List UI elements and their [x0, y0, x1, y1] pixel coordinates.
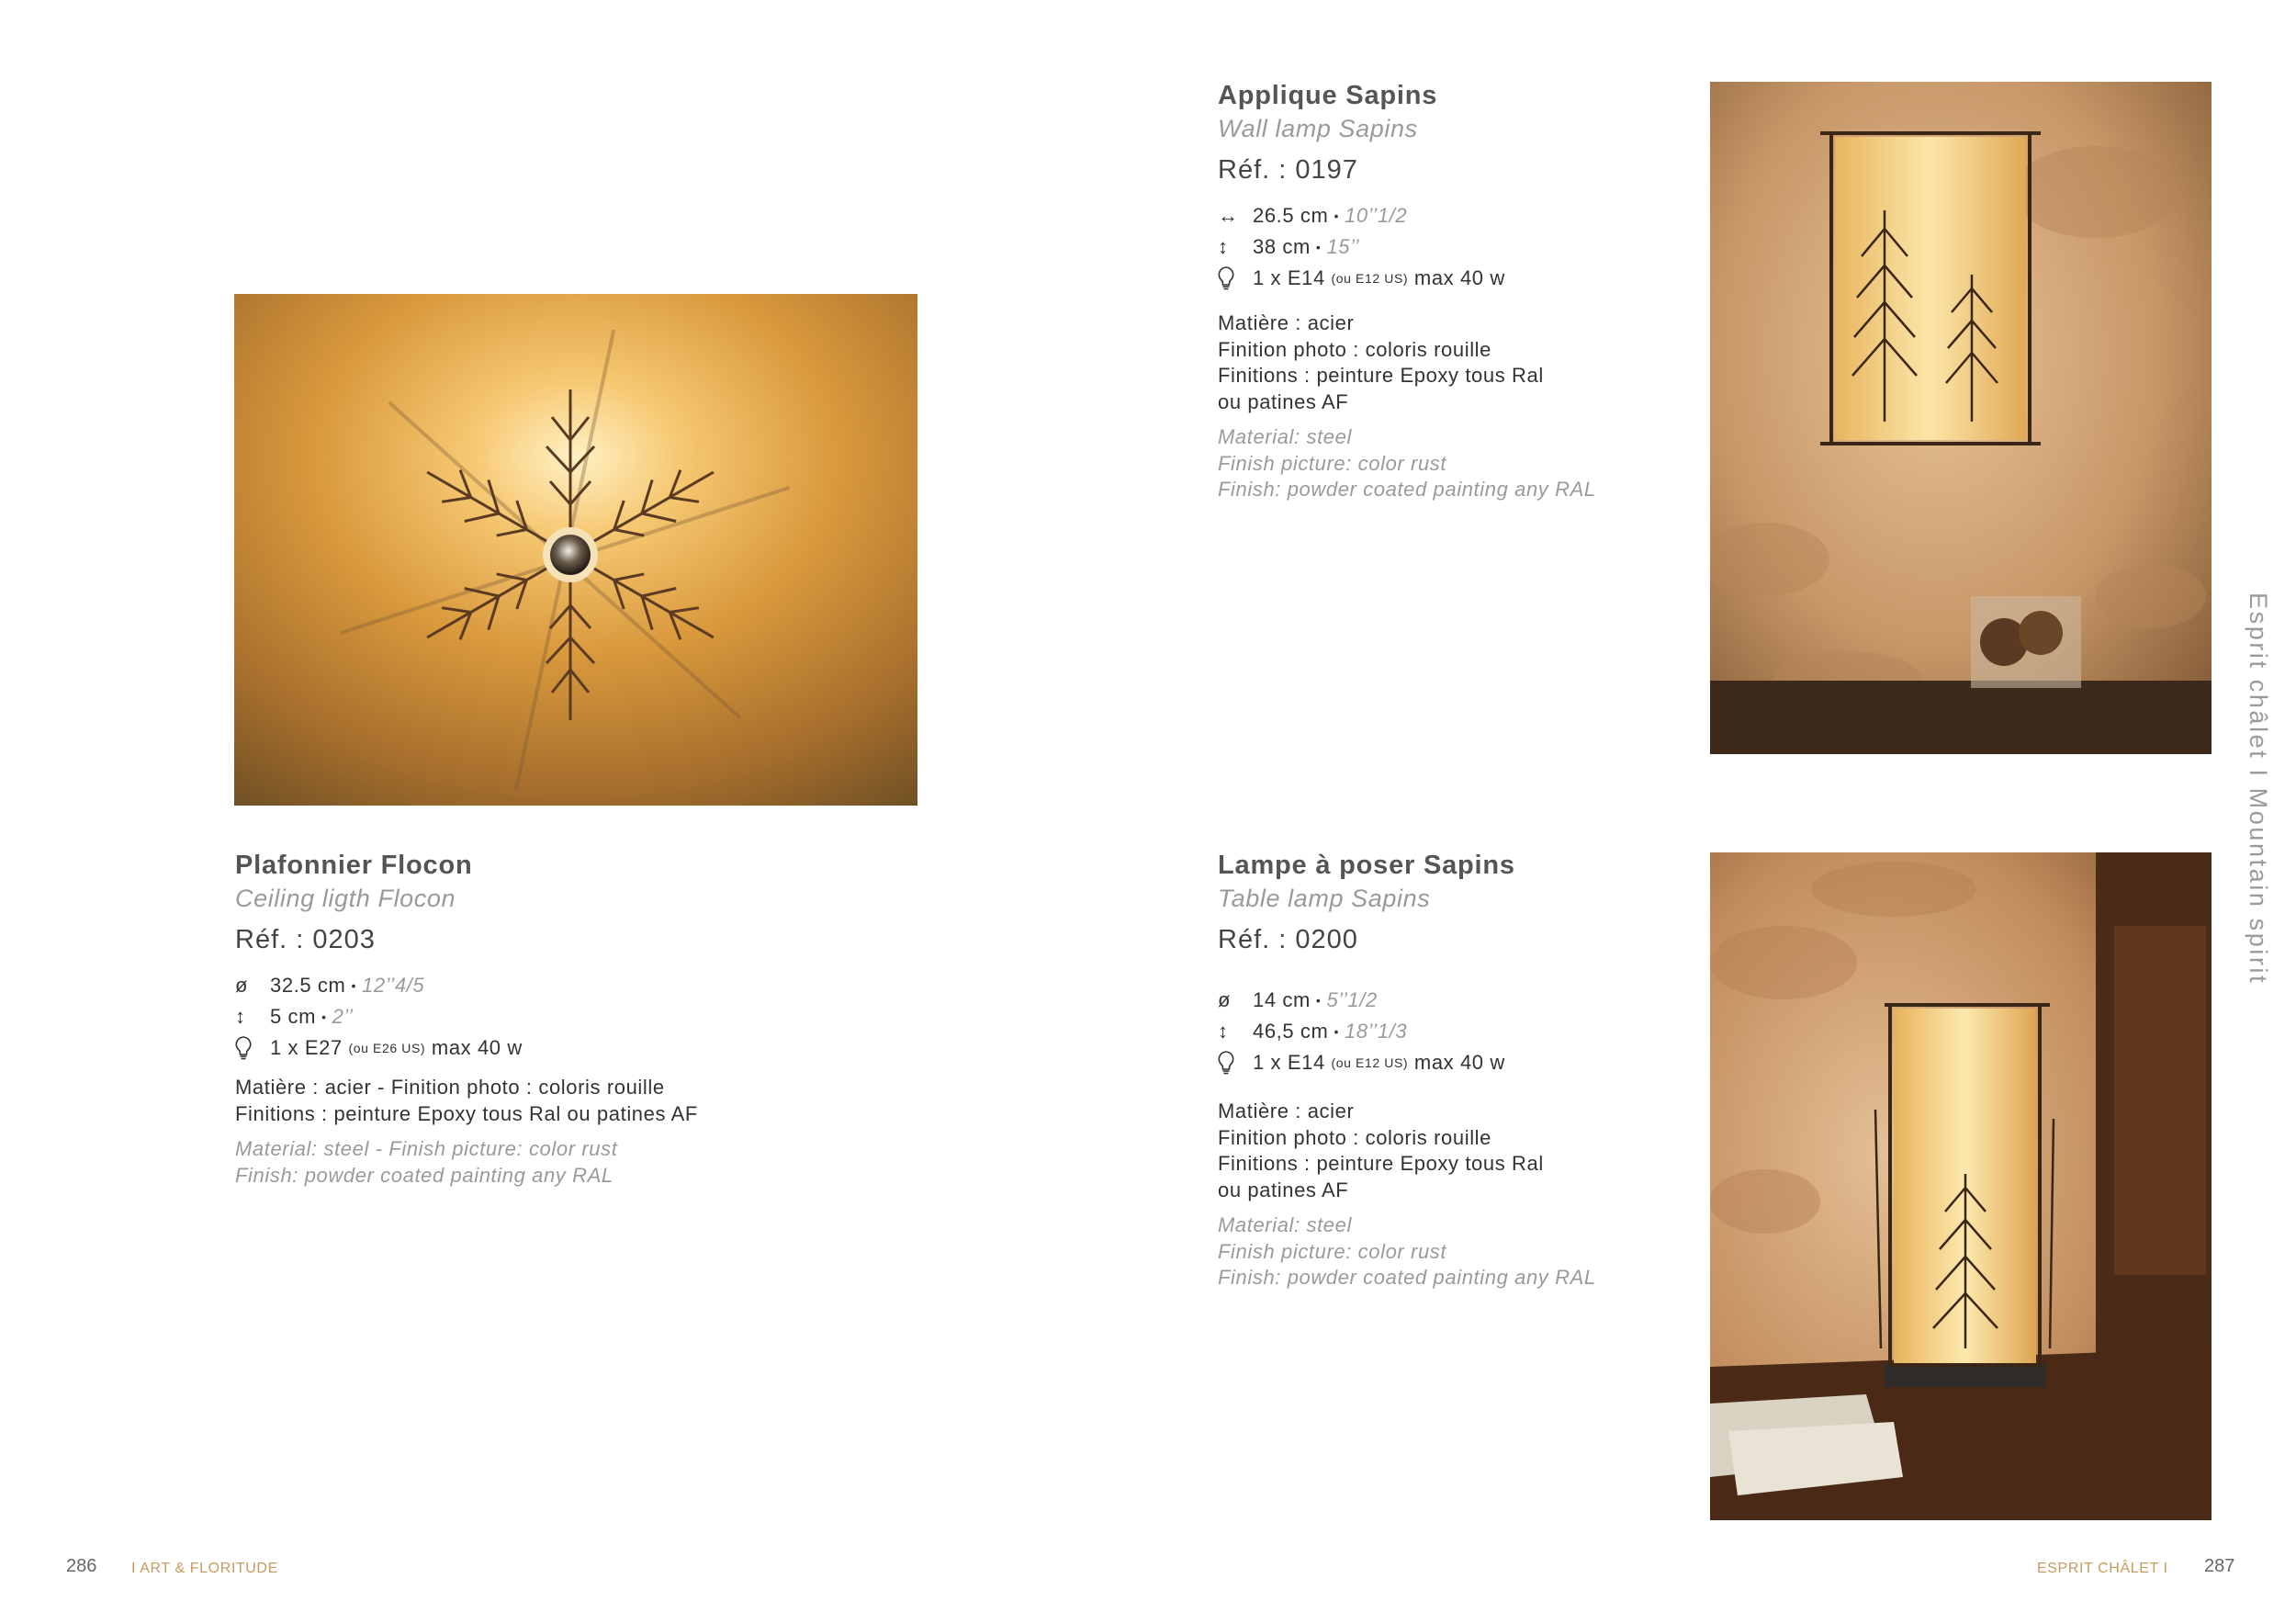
description-en-line: Finish picture: color rust	[1218, 451, 1447, 475]
description-fr	[235, 1075, 749, 1127]
description-en-line: Finish: powder coated painting any RAL	[1218, 478, 1596, 501]
description-fr-line: Finition photo : coloris rouille	[1218, 1125, 1492, 1149]
product-subtitle: Wall lamp Sapins	[1218, 115, 1418, 142]
product-title: Applique Sapins	[1218, 81, 1438, 110]
description-en-line: Finish picture: color rust	[1218, 1239, 1447, 1263]
diameter-icon: ø	[1218, 988, 1232, 1011]
spec-metric: 46,5 cm	[1253, 1020, 1329, 1043]
bulb-icon	[235, 1036, 270, 1060]
description-fr-line: Finition photo : coloris rouille	[1218, 337, 1492, 361]
height-arrow-icon: ↕	[235, 1005, 246, 1028]
spec-bulb	[235, 1032, 749, 1064]
spec-imperial: 15’’	[1326, 235, 1360, 258]
spec-bulb-power: max 40 w	[431, 1036, 523, 1059]
product-lampe-a-poser-sapins	[1218, 849, 1732, 1291]
description-fr-line: ou patines AF	[1218, 389, 1349, 413]
spec-bulb-type: 1 x E27	[270, 1036, 343, 1059]
description-en-line: Finish: powder coated painting any RAL	[235, 1163, 613, 1187]
spec-bulb	[1218, 1047, 1732, 1078]
product-subtitle: Table lamp Sapins	[1218, 885, 1431, 912]
product-plafonnier-flocon	[235, 849, 749, 1189]
spec-height	[1218, 1016, 1732, 1047]
spec-metric: 5 cm	[270, 1005, 317, 1028]
description-en-line: Material: steel - Finish picture: color rust	[235, 1137, 618, 1160]
wall-lamp-photo	[1710, 82, 2212, 754]
spec-bulb-note: (ou E12 US)	[1331, 271, 1409, 286]
bullet-separator: •	[1315, 240, 1322, 254]
spec-imperial: 18’’1/3	[1344, 1020, 1408, 1043]
spec-width	[1218, 200, 1732, 231]
spec-height	[1218, 231, 1732, 263]
description-fr-line: Matière : acier - Finition photo : coloris rouille	[235, 1076, 665, 1099]
product-reference: Réf. : 0200	[1218, 925, 1358, 954]
spec-imperial: 10’’1/2	[1344, 204, 1408, 227]
product-reference: Réf. : 0203	[235, 925, 376, 954]
description-en	[235, 1136, 749, 1189]
description-en-line: Material: steel	[1218, 1213, 1352, 1236]
table-lamp-photo	[1710, 852, 2212, 1520]
diameter-icon: ø	[235, 974, 249, 997]
product-applique-sapins	[1218, 79, 1732, 503]
spec-list	[1218, 200, 1732, 294]
spec-metric: 32.5 cm	[270, 974, 346, 997]
spec-list	[1218, 985, 1732, 1078]
spec-height	[235, 1001, 749, 1032]
running-footer-right: ESPRIT CHÂLET I	[2037, 1561, 2168, 1576]
spec-imperial: 2’’	[332, 1005, 354, 1028]
bullet-separator: •	[1334, 209, 1339, 223]
page-number-right: 287	[2204, 1556, 2235, 1576]
description-en	[1218, 1212, 1732, 1291]
description-en-line: Finish: powder coated painting any RAL	[1218, 1266, 1596, 1289]
spec-bulb-type: 1 x E14	[1253, 1051, 1325, 1074]
height-arrow-icon: ↕	[1218, 235, 1229, 258]
spec-metric: 26.5 cm	[1253, 204, 1329, 227]
description-fr-line: Finitions : peinture Epoxy tous Ral	[1218, 364, 1544, 387]
product-reference: Réf. : 0197	[1218, 155, 1358, 185]
bullet-separator: •	[321, 1009, 327, 1024]
spec-bulb-note: (ou E26 US)	[348, 1041, 426, 1055]
width-arrow-icon: ↔	[1218, 204, 1239, 227]
bulb-icon	[1218, 1051, 1253, 1075]
description-fr-line: Matière : acier	[1218, 311, 1355, 334]
description-fr-line: Finitions : peinture Epoxy tous Ral	[1218, 1152, 1544, 1175]
bullet-separator: •	[351, 978, 356, 993]
spec-diameter	[235, 970, 749, 1001]
description-en-line: Material: steel	[1218, 425, 1352, 448]
spec-diameter	[1218, 985, 1732, 1016]
bulb-icon	[1218, 266, 1253, 290]
description-fr-line: ou patines AF	[1218, 1178, 1349, 1201]
spec-bulb-type: 1 x E14	[1253, 266, 1325, 289]
spec-metric: 14 cm	[1253, 988, 1311, 1011]
description-fr-line: Matière : acier	[1218, 1100, 1355, 1122]
spec-metric: 38 cm	[1253, 235, 1311, 258]
description-en	[1218, 424, 1732, 503]
product-title: Plafonnier Flocon	[235, 851, 473, 880]
spec-bulb-power: max 40 w	[1413, 1051, 1505, 1074]
bullet-separator: •	[1315, 993, 1322, 1008]
page-number-left: 286	[66, 1556, 97, 1576]
description-fr	[1218, 310, 1732, 415]
spec-bulb-note: (ou E12 US)	[1331, 1055, 1409, 1070]
description-fr	[1218, 1099, 1732, 1203]
section-side-label: Esprit châlet I Mountain spirit	[2245, 592, 2272, 986]
spec-imperial: 5’’1/2	[1326, 988, 1378, 1011]
ceiling-light-photo	[234, 294, 917, 806]
product-subtitle: Ceiling ligth Flocon	[235, 885, 456, 912]
bullet-separator: •	[1334, 1024, 1339, 1039]
spec-bulb-power: max 40 w	[1413, 266, 1505, 289]
product-title: Lampe à poser Sapins	[1218, 851, 1515, 880]
height-arrow-icon: ↕	[1218, 1020, 1229, 1043]
spec-bulb	[1218, 263, 1732, 294]
running-footer-left: I ART & FLORITUDE	[131, 1561, 278, 1576]
description-fr-line: Finitions : peinture Epoxy tous Ral ou patines AF	[235, 1101, 698, 1125]
spec-imperial: 12’’4/5	[361, 974, 425, 997]
spec-list	[235, 970, 749, 1064]
